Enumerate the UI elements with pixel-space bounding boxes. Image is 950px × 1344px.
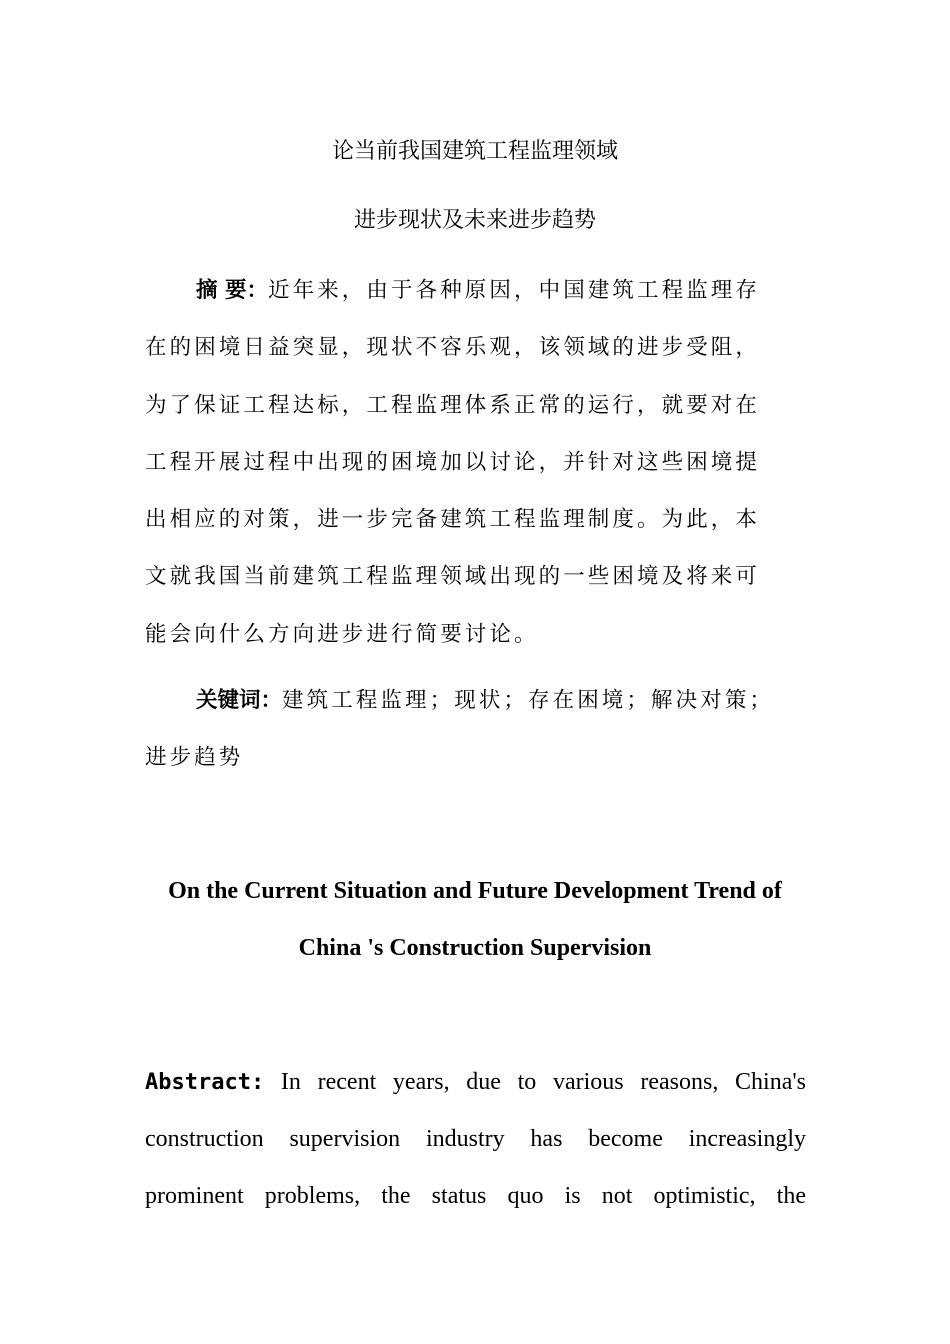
abstract-cn-line: 摘 要：近年来，由于各种原因，中国建筑工程监理存 <box>196 278 761 303</box>
keywords-cn-label: 关键词： <box>196 688 283 713</box>
abstract-cn-line: 出相应的对策，进一步完备建筑工程监理制度。为此，本 <box>145 507 761 533</box>
abstract-en <box>145 1054 806 1225</box>
cn-title-line-2: 进步现状及未来进步趋势 <box>353 208 596 233</box>
en-title-line-1: On the Current Situation and Future Development Trend of <box>168 878 782 904</box>
abstract-en-line: prominent problems, the status quo is not optimistic, the <box>145 1183 806 1209</box>
en-title-line-2: China 's Construction Supervision <box>298 935 652 961</box>
abstract-en-line: Abstract: In recent years, due to various reasons, China's <box>145 1069 807 1095</box>
keywords-cn-line: 进步趋势 <box>145 745 244 771</box>
abstract-cn-line: 能会向什么方向进步进行简要讨论。 <box>145 621 539 647</box>
abstract-cn-line: 文就我国当前建筑工程监理领域出现的一些困境及将来可 <box>145 564 761 590</box>
abstract-cn <box>145 262 807 663</box>
abstract-en-line: construction supervision industry has become increasingly <box>145 1126 806 1152</box>
keywords-cn <box>145 672 807 787</box>
abstract-cn-line: 工程开展过程中出现的困境加以讨论，并针对这些困境提 <box>145 449 761 475</box>
abstract-cn-label: 摘 要： <box>196 278 268 303</box>
cn-title-line-1: 论当前我国建筑工程监理领域 <box>331 139 618 164</box>
abstract-cn-line: 在的困境日益突显，现状不容乐观，该领域的进步受阻， <box>145 335 761 361</box>
abstract-en-label: Abstract: <box>145 1070 265 1095</box>
abstract-cn-line: 为了保证工程达标，工程监理体系正常的运行，就要对在 <box>145 392 761 418</box>
keywords-cn-line: 关键词：建筑工程监理；现状；存在困境；解决对策； <box>196 688 775 713</box>
